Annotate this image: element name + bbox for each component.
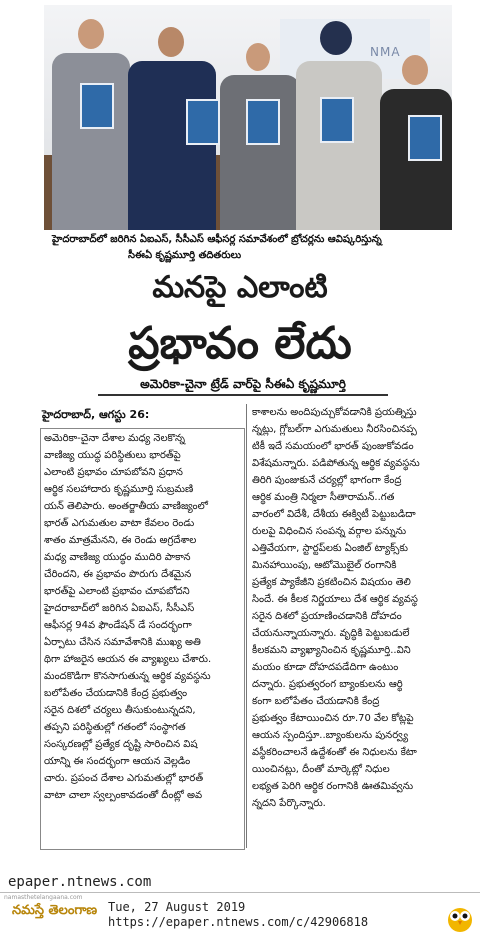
- footer-url[interactable]: https://epaper.ntnews.com/c/42906818: [108, 915, 369, 929]
- left-column-line: అమెరికా-చైనా దేశాల మధ్య నెలకొన్న: [44, 433, 186, 444]
- headline-line-2: ప్రభావం లేదు: [128, 318, 352, 369]
- right-column-line: ఆర్థిక మంత్రి నిర్మలా సీతారామన్..గత: [252, 492, 395, 503]
- left-column-line: థిగా హాజరైన ఆయన ఈ వ్యాఖ్యలు చేశారు.: [44, 654, 212, 665]
- brochure-2: [186, 99, 220, 145]
- left-column-line: ఆర్థిక సలహాదారు కృష్ణమూర్తి సుబ్రమణి: [44, 484, 194, 495]
- right-column-line: సిందే. ఈ కీలక నిర్ణయాలు దేశ ఆర్థిక వ్యవస్థ: [252, 594, 418, 605]
- owl-icon: [446, 903, 474, 933]
- small-site-url: namasthetelangaana.com: [4, 894, 83, 901]
- right-column-line: ప్రభుత్వం కేటాయించిన రూ.70 వేల కోట్లపై: [252, 713, 414, 724]
- right-column-line: ప్రత్యేక ప్యాకేజీని ప్రకటించిన విషయం తెలి: [252, 577, 411, 588]
- right-column-line: ఎత్తివేయగా, స్టార్టప్‌లకు ఏంజిల్ ట్యాక్స్‌కు: [252, 543, 408, 554]
- right-column-line: టికీ ఇదే సమయంలో భారత్ పుంజుకోవడం: [252, 441, 414, 452]
- dateline: హైదరాబాద్, ఆగస్టు 26:: [42, 408, 150, 421]
- right-column-line: వారంలో విదేశీ, దేశీయ ఈక్విటీ పెట్టుబడిదా: [252, 509, 416, 520]
- right-column-line: వస్థీకరించాలనే ఉద్దేశంతో ఈ నిధులను కేటా: [252, 747, 417, 758]
- column-rule: [246, 404, 247, 848]
- subheadline: అమెరికా-చైనా ట్రేడ్ వార్‌పై సీఈఏ కృష్ణమూర్తి: [98, 376, 388, 396]
- left-column-line: తప్పని పరిస్థితుల్లో గతంలో సంస్థాగత: [44, 722, 186, 733]
- right-column-line: తిరిగి పుంజుకునే చర్యల్లో భాగంగా కేంద్ర: [252, 475, 402, 486]
- headline-line-1: మనపై ఎలాంటి: [152, 270, 328, 305]
- event-photo: [44, 5, 452, 230]
- brochure-5: [408, 115, 442, 161]
- left-column-line: ఆఫీసర్ల 94వ ఫౌండేషన్ డే సందర్భంగా: [44, 620, 192, 631]
- right-column-line: దన్నారు. ప్రభుత్వరంగ బ్యాంకులను ఆర్థి: [252, 679, 403, 690]
- footer-site[interactable]: epaper.ntnews.com: [8, 874, 152, 890]
- brochure-3: [246, 99, 280, 145]
- right-column-line: కీలకమని వ్యాఖ్యానించిన కృష్ణమూర్తి..విని: [252, 645, 411, 656]
- right-column: [252, 404, 458, 812]
- caption-line-2: సీఈఏ కృష్ణమూర్తి తదితరులు: [128, 250, 242, 261]
- left-column-line: మందకొడిగా కొనసాగుతున్న ఆర్థిక వ్యవస్థను: [44, 671, 211, 682]
- brochure-4: [320, 97, 354, 143]
- left-column-line: మధ్య వాణిజ్య యుద్ధం ముదిరి పాకాన: [44, 552, 191, 563]
- left-column-line: యాన్ని ఈ సందర్భంగా ఆయన వెల్లడిం: [44, 756, 191, 767]
- photo-caption: [52, 232, 452, 264]
- right-column-line: యించినట్లు, దీంతో మార్కెట్లో నిధుల: [252, 764, 390, 775]
- caption-line-1: హైదరాబాద్‌లో జరిగిన ఏఐఎస్, సీసీఎస్ ఆఫీసర్ల సమావేశంలో బ్రోచర్లను ఆవిష్కరిస్తున్న: [52, 234, 382, 245]
- right-column-line: మినహాయింపు, ఆటోమొబైల్ రంగానికి: [252, 560, 397, 571]
- right-column-line: కంగా బలోపేతం చేయడానికి కేంద్ర: [252, 696, 380, 707]
- left-column-line: వాటా చాలా స్వల్పంకావడంతో దీంట్లో అవ: [44, 790, 203, 801]
- left-column-line: భారత్‌పై ఎలాంటి ప్రభావం చూపబోదని: [44, 586, 190, 597]
- left-column-line: చారు. ప్రపంచ దేశాల ఎగుమతుల్లో భారత్: [44, 773, 204, 784]
- right-column-line: సరైన దిశలో ప్రయాణించడానికి దోహదం: [252, 611, 402, 622]
- newspaper-logo: నమస్తే తెలంగాణ: [12, 903, 98, 918]
- left-column-line: శాతం మాత్రమేనని, ఈ రెండు అగ్రదేశాల: [44, 535, 197, 546]
- left-column-line: హైదరాబాద్‌లో జరిగిన ఏఐఎస్, సీసీఎస్: [44, 603, 195, 614]
- left-column-line: భారత్ ఎగుమతుల వాటా కేవలం రెండు: [44, 518, 195, 529]
- left-column: [44, 430, 242, 804]
- right-column-line: చేయనున్నాయన్నారు. వృద్ధికి పెట్టుబడులే: [252, 628, 410, 639]
- left-column-line: సరైన దిశలో చర్యలు తీసుకుంటున్నదని,: [44, 705, 196, 716]
- left-column-line: వాణిజ్య యుద్ధ పరిస్థితులు భారత్‌పై: [44, 450, 181, 461]
- left-column-line: ఎలాంటి ప్రభావం చూపబోవని ప్రధాన: [44, 467, 183, 478]
- banner-text: NMA: [370, 45, 401, 59]
- right-column-line: న్నదని పేర్కొన్నారు.: [252, 798, 326, 809]
- right-column-line: కాశాలను అందిపుచ్చుకోవడానికి ప్రయత్నిస్తు: [252, 407, 417, 418]
- right-column-line: న్నట్లు, గ్లోబల్‌గా ఎగుమతులు నీరసించినప్ప: [252, 424, 417, 435]
- left-column-line: యన్ తెలిపారు. అంతర్జాతీయ వాణిజ్యంలో: [44, 501, 208, 512]
- left-column-line: చేరిందని, ఈ ప్రభావం పొరుగు దేశమైన: [44, 569, 192, 580]
- right-column-line: విశేషమన్నారు. పడిపోతున్న ఆర్థిక వ్యవస్థను: [252, 458, 420, 469]
- left-column-line: బలోపేతం చేయడానికి కేంద్ర ప్రభుత్వం: [44, 688, 188, 699]
- right-column-line: ఆయన స్పందిస్తూ..బ్యాంకులను పునర్వ్య: [252, 730, 409, 741]
- right-column-line: మయం కూడా దోహదపడేదిగా ఉంటుం: [252, 662, 399, 673]
- left-column-line: సంస్కరణల్లో ప్రత్యేక దృష్టి సారించిన విష: [44, 739, 198, 750]
- footer-date: Tue, 27 August 2019: [108, 900, 246, 914]
- footer-stamp: [108, 900, 368, 930]
- right-column-line: లభ్యత పెరిగి ఆర్థిక రంగానికి ఊతమివ్వను: [252, 781, 414, 792]
- left-column-line: ఏర్పాటు చేసిన సమావేశానికి ముఖ్య అతి: [44, 637, 201, 648]
- right-column-line: రులపై విధించిన సంపన్న వర్గాల పన్నును: [252, 526, 407, 537]
- brochure-1: [80, 83, 114, 129]
